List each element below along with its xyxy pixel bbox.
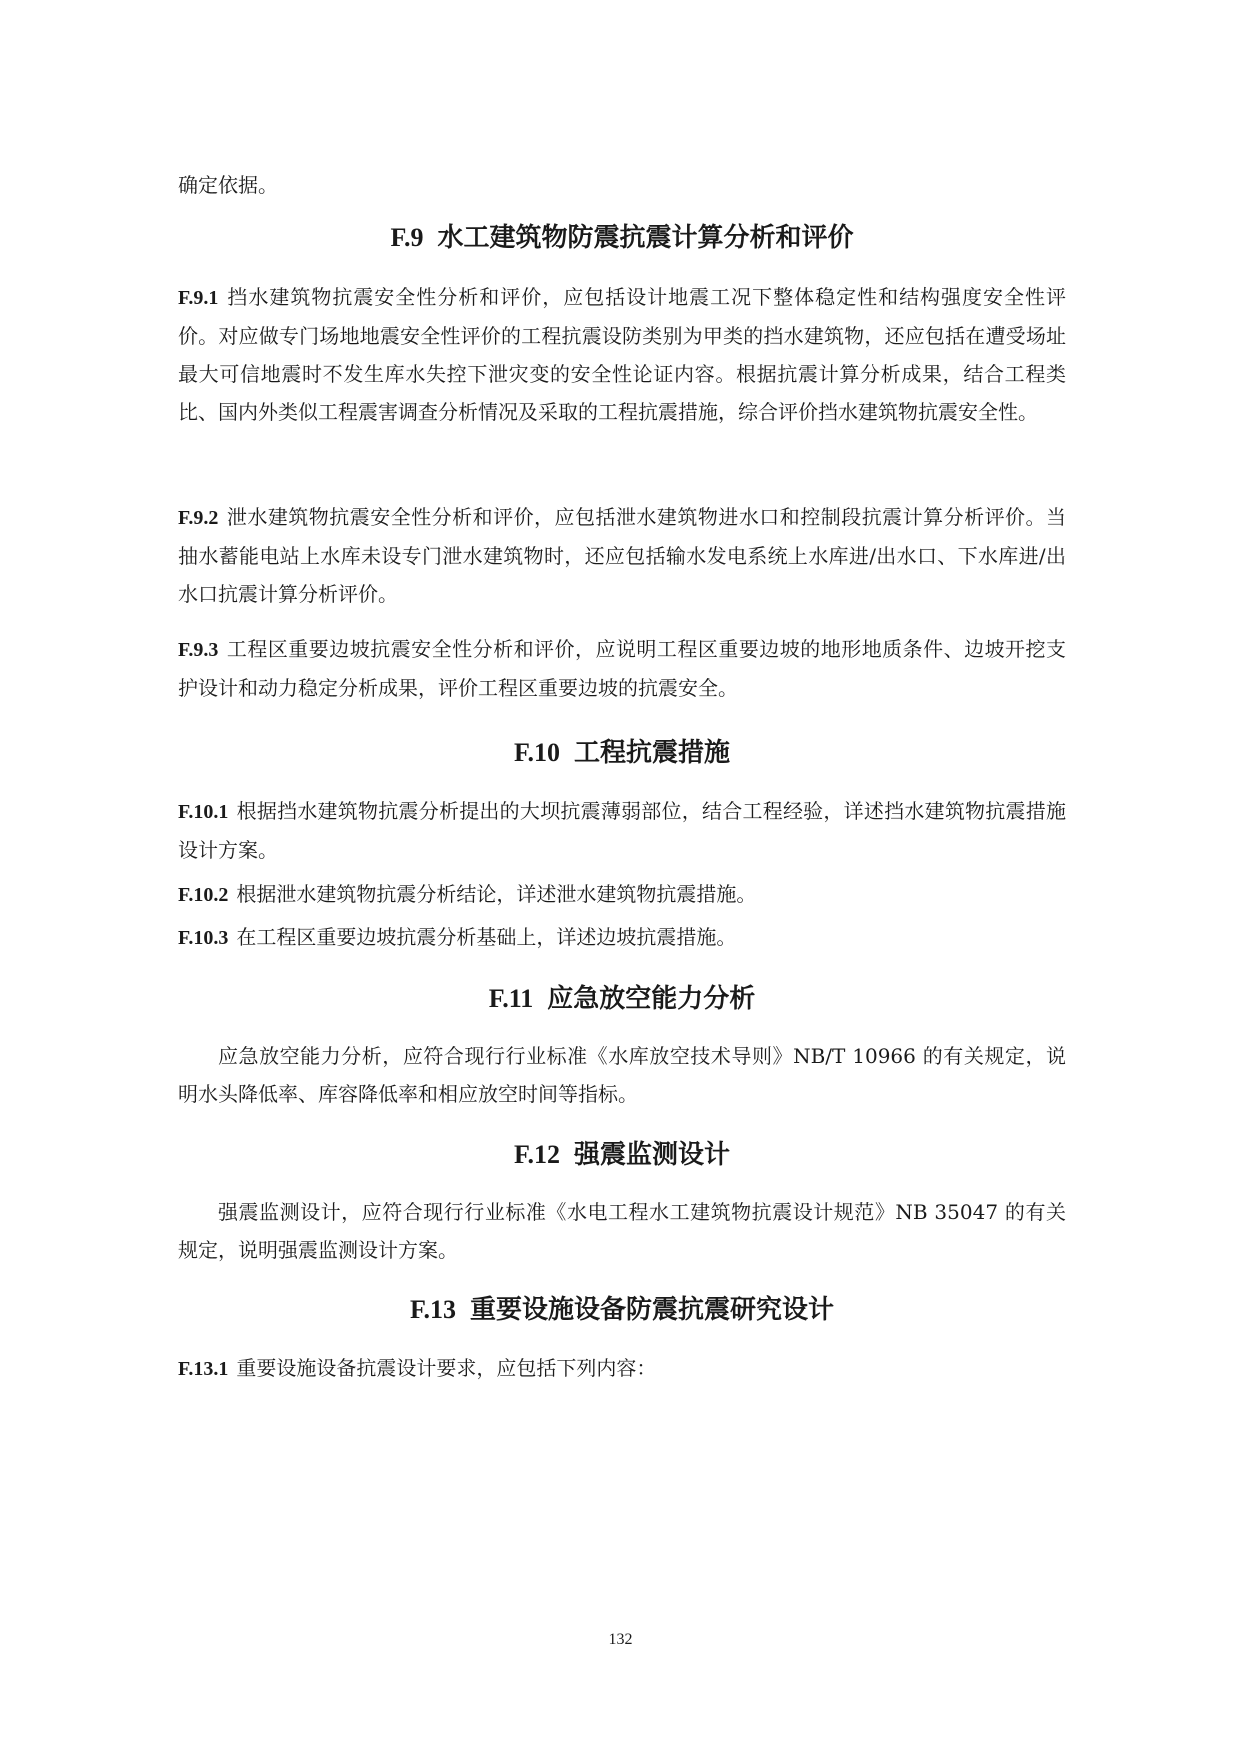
clause-number: F.10.1 xyxy=(178,801,229,823)
continuation-line: 确定依据。 xyxy=(178,173,278,197)
section-number: F.12 xyxy=(513,1140,560,1169)
clause-text: 重要设施设备抗震设计要求，应包括下列内容： xyxy=(236,1356,657,1380)
section-heading-f13 xyxy=(178,1290,1066,1330)
clause-text: 挡水建筑物抗震安全性分析和评价，应包括设计地震工况下整体稳定性和结构强度安全性评价。对应做专门场地地震安全性评价的工程抗震设防类别为甲类的挡水建筑物，还应包括在遭受场址最大可信地震时不发生库水失控下泄灾变的安全性论证内容。根据抗震计算分析成果，结合工程类比、国内外类似工程震害调查分析情况及采取的工程抗震措施，综合评价挡水建筑物抗震安全性。 xyxy=(178,285,1066,424)
section-title: 强震监测设计 xyxy=(573,1140,730,1170)
clause-f9-3 xyxy=(178,630,1066,707)
section-number: F.11 xyxy=(488,984,534,1013)
clause-number: F.10.3 xyxy=(178,927,229,949)
clause-number: F.9.3 xyxy=(178,639,219,661)
clause-text: 泄水建筑物抗震安全性分析和评价，应包括泄水建筑物进水口和控制段抗震计算分析评价。当抽水蓄能电站上水库未设专门泄水建筑物时，还应包括输水发电系统上水库进/出水口、下水库进/出水口抗震计算分析评价。 xyxy=(178,505,1066,606)
section-title: 水工建筑物防震抗震计算分析和评价 xyxy=(437,223,854,253)
clause-text: 根据泄水建筑物抗震分析结论，详述泄水建筑物抗震措施。 xyxy=(236,882,757,906)
section-heading-f12 xyxy=(178,1135,1066,1175)
section-f11-body: 应急放空能力分析，应符合现行行业标准《水库放空技术导则》NB/T 10966 的有关规定，说明水头降低率、库容降低率和相应放空时间等指标。 xyxy=(178,1044,1066,1106)
clause-text: 工程区重要边坡抗震安全性分析和评价，应说明工程区重要边坡的地形地质条件、边坡开挖支护设计和动力稳定分析成果，评价工程区重要边坡的抗震安全。 xyxy=(178,637,1066,700)
clause-text: 在工程区重要边坡抗震分析基础上，详述边坡抗震措施。 xyxy=(236,925,737,949)
section-title: 工程抗震措施 xyxy=(573,738,730,768)
clause-f9-2 xyxy=(178,498,1066,613)
section-heading-f11 xyxy=(178,979,1066,1019)
section-heading-f10 xyxy=(178,733,1066,773)
clause-f13-1 xyxy=(178,1349,1066,1388)
clause-f10-2 xyxy=(178,875,1066,914)
clause-f9-1 xyxy=(178,278,1066,431)
clause-f10-1 xyxy=(178,792,1066,869)
section-title: 重要设施设备防震抗震研究设计 xyxy=(469,1295,834,1325)
section-number: F.9 xyxy=(390,223,424,252)
clause-number: F.13.1 xyxy=(178,1358,229,1380)
section-heading-f9 xyxy=(178,218,1066,258)
clause-text: 根据挡水建筑物抗震分析提出的大坝抗震薄弱部位，结合工程经验，详述挡水建筑物抗震措施设计方案。 xyxy=(178,799,1066,862)
clause-number: F.9.2 xyxy=(178,507,219,529)
section-number: F.13 xyxy=(409,1295,456,1324)
clause-f10-3 xyxy=(178,918,1066,957)
section-title: 应急放空能力分析 xyxy=(547,984,756,1014)
section-number: F.10 xyxy=(513,738,560,767)
section-f12-body: 强震监测设计，应符合现行行业标准《水电工程水工建筑物抗震设计规范》NB 35047 的有关规定，说明强震监测设计方案。 xyxy=(178,1200,1066,1262)
page-number: 132 xyxy=(608,1631,633,1648)
clause-number: F.10.2 xyxy=(178,884,229,906)
clause-number: F.9.1 xyxy=(178,287,219,309)
